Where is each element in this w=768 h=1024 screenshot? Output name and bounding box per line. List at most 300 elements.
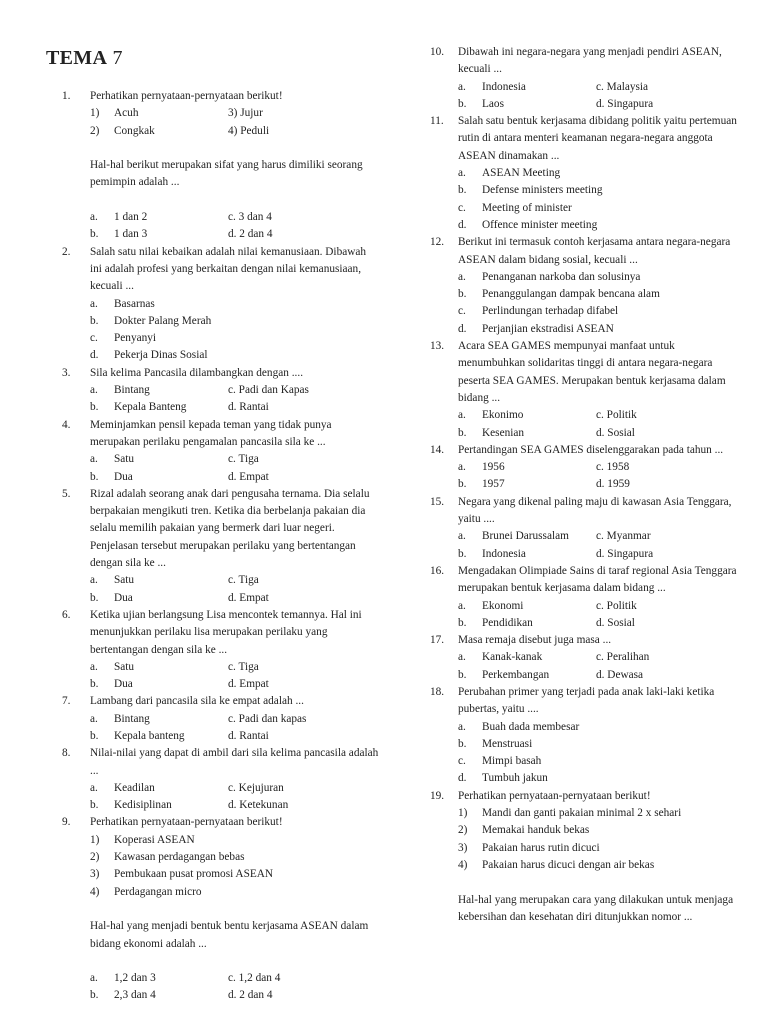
statement-text: Mandi dan ganti pakaian minimal 2 x sehari [482, 807, 682, 820]
answer-option[interactable] [90, 970, 228, 987]
option-text: Kanak-kanak [482, 651, 543, 664]
answer-option[interactable] [458, 649, 596, 666]
question-body [458, 632, 740, 684]
statement-row [90, 884, 380, 901]
option-text: Buah dada membesar [482, 720, 580, 733]
option-text: Perjanjian ekstradisi ASEAN [482, 322, 614, 335]
option-letter: a. [458, 530, 466, 543]
question-body [90, 486, 380, 607]
answer-option-row [458, 546, 740, 563]
statement-marker: 1) [458, 807, 468, 820]
question-item [430, 234, 740, 338]
answer-option-row [90, 469, 380, 486]
answer-option[interactable] [458, 615, 596, 632]
question-number: 15. [430, 495, 445, 508]
option-letter: a. [90, 297, 98, 310]
option-letter: b. [458, 668, 467, 681]
answer-option[interactable]: d. Sosial [596, 616, 635, 629]
option-text: Satu [114, 453, 135, 466]
statement-text: Perdagangan micro [114, 885, 202, 898]
option-letter: a. [458, 270, 466, 283]
answer-option[interactable]: c. Politik [596, 409, 637, 422]
question-item [62, 88, 380, 244]
answer-option[interactable] [90, 572, 228, 589]
option-letter: b. [458, 547, 467, 560]
option-letter: b. [458, 184, 467, 197]
statement-row [90, 866, 380, 883]
option-letter: a. [90, 384, 98, 397]
question-stem: Meminjamkan pensil kepada teman yang tidak punya merupakan perilaku pengamalan pancasila sila ke ... [90, 418, 332, 448]
option-text: Bintang [114, 712, 150, 725]
question-item [62, 693, 380, 745]
answer-option[interactable] [90, 451, 228, 468]
option-text: Basarnas [114, 297, 155, 310]
statement-marker: 3) [458, 841, 468, 854]
answer-option-row [90, 711, 380, 728]
question-body [90, 417, 380, 486]
answer-option[interactable] [458, 217, 740, 234]
answer-option[interactable] [458, 476, 596, 493]
option-letter: b. [458, 478, 467, 491]
spacer [90, 192, 380, 209]
question-stem: Negara yang dikenal paling maju di kawasan Asia Tenggara, yaitu .... [458, 495, 732, 526]
answer-option[interactable] [90, 399, 228, 416]
statement-text: Pembukaan pusat promosi ASEAN [114, 868, 274, 881]
question-body [90, 607, 380, 693]
answer-option[interactable]: c. Padi dan kapas [228, 712, 307, 725]
question-item [430, 632, 740, 684]
answer-option[interactable]: d. Empat [228, 470, 269, 483]
statement-text: Pakaian harus dicuci dengan air bekas [482, 858, 655, 871]
option-letter: a. [458, 720, 466, 733]
question-body [458, 563, 740, 632]
question-number: 11. [430, 115, 444, 128]
option-letter: b. [90, 228, 99, 241]
statement-text: Congkak [114, 124, 155, 137]
option-letter: b. [90, 470, 99, 483]
option-letter: d. [458, 772, 467, 785]
question-number: 4. [62, 418, 71, 431]
answer-option[interactable]: d. Rantai [228, 401, 269, 414]
answer-option[interactable] [458, 165, 740, 182]
answer-option[interactable] [458, 459, 596, 476]
option-text: Mimpi basah [482, 755, 542, 768]
answer-option[interactable]: d. Rantai [228, 729, 269, 742]
option-letter: a. [458, 599, 466, 612]
question-prompt: Hal-hal yang merupakan cara yang dilakukan untuk menjaga kebersihan dan kesehatan diri ditunjukkan nomor ... [458, 893, 734, 923]
answer-option[interactable] [90, 382, 228, 399]
question-stem: Salah satu nilai kebaikan adalah nilai kemanusiaan. Dibawah ini adalah profesi yang berkaitan dengan nilai kemanusiaan, kecuali ... [90, 245, 367, 293]
option-text: Perlindungan terhadap difabel [482, 305, 619, 318]
question-body [458, 44, 740, 113]
option-letter: a. [90, 660, 98, 673]
option-text: 1 dan 3 [114, 228, 148, 241]
option-text: 1957 [482, 478, 505, 491]
question-item [62, 417, 380, 486]
option-text: Meeting of minister [482, 201, 572, 214]
option-text: Ekonomi [482, 599, 524, 612]
answer-option[interactable] [90, 797, 228, 814]
left-column [62, 88, 380, 1005]
option-letter: c. [458, 201, 466, 214]
option-text: 1,2 dan 3 [114, 972, 156, 985]
question-number: 7. [62, 695, 71, 708]
answer-option[interactable] [458, 667, 596, 684]
statement-right: 4) Peduli [228, 124, 270, 137]
option-text: Dua [114, 678, 133, 691]
question-number: 18. [430, 685, 445, 698]
question-number: 17. [430, 634, 445, 647]
option-letter: a. [458, 461, 466, 474]
statement-row [458, 805, 740, 822]
option-letter: a. [90, 211, 98, 224]
option-letter: b. [458, 616, 467, 629]
option-letter: a. [458, 651, 466, 664]
question-number: 16. [430, 564, 445, 577]
option-letter: b. [458, 97, 467, 110]
spacer [458, 874, 740, 891]
question-item [430, 788, 740, 926]
answer-option[interactable]: d. Ketekunan [228, 799, 289, 812]
question-stem: Acara SEA GAMES mempunyai manfaat untuk menumbuhkan solidaritas tinggi di antara negara-negara peserta SEA GAMES. Merupakan bentuk kerjasama dalam bidang ... [458, 340, 726, 404]
answer-option[interactable]: c. Tiga [228, 453, 259, 466]
answer-option[interactable]: d. Sosial [596, 426, 635, 439]
spacer [90, 901, 380, 918]
answer-option[interactable] [458, 546, 596, 563]
answer-option[interactable] [458, 753, 740, 770]
option-letter: b. [90, 591, 99, 604]
answer-option[interactable] [458, 200, 740, 217]
option-text: Bintang [114, 384, 150, 397]
answer-option[interactable] [458, 528, 596, 545]
question-stem: Lambang dari pancasila sila ke empat adalah ... [90, 695, 304, 708]
statement-marker: 2) [458, 824, 468, 837]
option-text: Pekerja Dinas Sosial [114, 349, 208, 362]
answer-option[interactable] [90, 226, 228, 243]
question-stem: Perubahan primer yang terjadi pada anak laki-laki ketika pubertas, yaitu .... [458, 685, 715, 716]
option-text: 1 dan 2 [114, 211, 148, 224]
answer-option[interactable] [458, 269, 740, 286]
question-number: 9. [62, 816, 71, 829]
question-number: 1. [62, 90, 71, 102]
option-text: 2,3 dan 4 [114, 989, 156, 1002]
question-item [430, 563, 740, 632]
answer-option-row [90, 797, 380, 814]
answer-option-row [90, 728, 380, 745]
answer-option-row [90, 987, 380, 1004]
statement-text: Acuh [114, 107, 139, 120]
title-number: 7 [112, 47, 123, 69]
option-letter: b. [458, 426, 467, 439]
statement-marker: 3) [90, 868, 100, 881]
question-stem: Sila kelima Pancasila dilambangkan dengan .... [90, 366, 304, 379]
question-stem: Ketika ujian berlangsung Lisa mencontek temannya. Hal ini menunjukkan perilaku lisa merupakan perilaku yang bertentangan dengan sila ke ... [90, 608, 362, 656]
answer-option[interactable] [458, 736, 740, 753]
answer-option[interactable] [458, 425, 596, 442]
answer-option-row [90, 209, 380, 226]
question-number: 8. [62, 747, 71, 760]
statement-marker: 4) [458, 858, 468, 871]
option-text: Dua [114, 591, 133, 604]
answer-option[interactable] [90, 209, 228, 226]
question-stem: Salah satu bentuk kerjasama dibidang politik yaitu pertemuan rutin di antara menteri keamanan negara-negara anggota ASEAN dinamakan ... [458, 115, 737, 162]
question-item [62, 814, 380, 1004]
answer-option[interactable]: d. 2 dan 4 [228, 228, 273, 241]
option-text: Satu [114, 660, 135, 673]
statement-row [458, 822, 740, 839]
answer-option[interactable] [458, 407, 596, 424]
answer-option[interactable] [90, 347, 380, 364]
option-text: Brunei Darussalam [482, 530, 569, 543]
answer-option-row [458, 667, 740, 684]
option-letter: b. [90, 401, 99, 414]
option-letter: b. [90, 314, 99, 327]
option-text: Satu [114, 574, 135, 587]
question-item [62, 607, 380, 693]
question-item [430, 684, 740, 788]
answer-option[interactable] [458, 182, 740, 199]
title-word: TEMA [46, 47, 108, 69]
answer-option[interactable]: c. 1,2 dan 4 [228, 972, 281, 985]
option-letter: a. [458, 80, 466, 93]
question-item [62, 486, 380, 607]
statement-marker: 4) [90, 885, 100, 898]
answer-option-row [90, 572, 380, 589]
question-body [90, 745, 380, 814]
statement-text: Kawasan perdagangan bebas [114, 851, 245, 864]
question-stem: Berikut ini termasuk contoh kerjasama antara negara-negara ASEAN dalam bidang sosial, kecuali ... [458, 236, 731, 266]
option-text: Dokter Palang Merah [114, 314, 212, 327]
question-prompt: Hal-hal berikut merupakan sifat yang harus dimiliki seorang pemimpin adalah ... [90, 159, 363, 189]
question-item [430, 494, 740, 563]
question-stem: Dibawah ini negara-negara yang menjadi pendiri ASEAN, kecuali ... [458, 46, 722, 76]
answer-option-row [458, 425, 740, 442]
question-body [458, 494, 740, 563]
statement-marker: 2) [90, 124, 100, 137]
question-item [430, 44, 740, 113]
option-text: Laos [482, 97, 504, 110]
statement-row [458, 857, 740, 874]
option-text: Menstruasi [482, 737, 533, 750]
answer-option-row [458, 459, 740, 476]
answer-option[interactable] [90, 590, 228, 607]
question-number: 14. [430, 443, 445, 456]
answer-option[interactable] [458, 79, 596, 96]
statement-marker: 1) [90, 107, 100, 120]
question-body [458, 442, 740, 494]
question-item [62, 244, 380, 365]
option-text: Penyanyi [114, 332, 157, 345]
answer-option-row [90, 780, 380, 797]
option-letter: b. [458, 737, 467, 750]
option-letter: a. [90, 972, 98, 985]
answer-option[interactable] [90, 711, 228, 728]
option-letter: a. [458, 167, 466, 180]
answer-option[interactable]: c. Padi dan Kapas [228, 384, 309, 397]
answer-option[interactable] [90, 659, 228, 676]
statement-row [458, 840, 740, 857]
answer-option[interactable] [90, 296, 380, 313]
question-stem: Perhatikan pernyataan-pernyataan berikut! [458, 789, 651, 802]
answer-option-row [458, 407, 740, 424]
question-body [90, 365, 380, 417]
answer-option-row [458, 615, 740, 632]
spacer [90, 140, 380, 157]
option-text: Penanganan narkoba dan solusinya [482, 270, 641, 283]
right-column [430, 44, 740, 926]
option-text: Indonesia [482, 547, 526, 560]
answer-option[interactable]: d. Empat [228, 678, 269, 691]
answer-option-row [90, 970, 380, 987]
answer-option[interactable]: c. Tiga [228, 660, 259, 673]
question-body [90, 244, 380, 365]
statement-text: Koperasi ASEAN [114, 833, 195, 846]
answer-option[interactable]: c. Kejujuran [228, 781, 284, 794]
answer-option-row [90, 451, 380, 468]
question-body [458, 338, 740, 442]
question-number: 19. [430, 789, 445, 802]
option-text: Dua [114, 470, 133, 483]
answer-option[interactable] [90, 469, 228, 486]
question-stem: Masa remaja disebut juga masa ... [458, 634, 612, 647]
answer-option[interactable]: c. Politik [596, 599, 637, 612]
answer-option[interactable] [90, 780, 228, 797]
option-text: Perkembangan [482, 668, 550, 681]
question-stem: Mengadakan Olimpiade Sains di taraf regional Asia Tenggara merupakan bentuk kerjasama dalam bidang ... [458, 564, 737, 595]
option-text: Kedisiplinan [114, 799, 172, 812]
option-text: Offence minister meeting [482, 218, 598, 231]
statement-marker: 2) [90, 851, 100, 864]
option-text: Keadilan [114, 781, 155, 794]
question-body [458, 788, 740, 926]
answer-option[interactable]: d. 2 dan 4 [228, 989, 273, 1002]
answer-option[interactable]: c. Tiga [228, 574, 259, 587]
answer-option-row [458, 598, 740, 615]
question-body [90, 814, 380, 1004]
option-letter: a. [90, 453, 98, 466]
answer-option-row [458, 649, 740, 666]
question-stem: Nilai-nilai yang dapat di ambil dari sila kelima pancasila adalah ... [90, 747, 379, 777]
question-item [62, 745, 380, 814]
option-text: Penanggulangan dampak bencana alam [482, 288, 660, 301]
statement-row [90, 105, 380, 122]
statement-row [90, 849, 380, 866]
answer-option[interactable]: d. Dewasa [596, 668, 644, 681]
answer-option[interactable] [458, 303, 740, 320]
answer-option-row [90, 399, 380, 416]
answer-option[interactable]: d. Singapura [596, 97, 654, 110]
option-letter: b. [90, 729, 99, 742]
option-letter: a. [90, 574, 98, 587]
option-text: Ekonimo [482, 409, 524, 422]
statement-row [90, 832, 380, 849]
option-text: ASEAN Meeting [482, 167, 561, 180]
answer-option[interactable]: c. 1958 [596, 461, 630, 474]
option-text: Kepala Banteng [114, 401, 187, 414]
answer-option[interactable]: d. Empat [228, 591, 269, 604]
answer-option[interactable] [90, 313, 380, 330]
answer-option[interactable] [90, 676, 228, 693]
option-text: Kepala banteng [114, 729, 185, 742]
answer-option-row [458, 96, 740, 113]
option-letter: b. [458, 288, 467, 301]
question-item [62, 365, 380, 417]
option-letter: d. [458, 322, 467, 335]
option-letter: c. [458, 755, 466, 768]
option-text: Kesenian [482, 426, 525, 439]
answer-option[interactable] [90, 728, 228, 745]
option-letter: a. [90, 712, 98, 725]
question-prompt: Hal-hal yang menjadi bentuk bentu kerjasama ASEAN dalam bidang ekonomi adalah ... [90, 920, 369, 950]
statement-row [90, 123, 380, 140]
question-body [458, 684, 740, 788]
answer-option[interactable] [458, 321, 740, 338]
answer-option[interactable] [458, 719, 740, 736]
option-letter: a. [90, 781, 98, 794]
answer-option[interactable]: c. Malaysia [596, 80, 649, 93]
question-number: 5. [62, 487, 71, 500]
question-number: 3. [62, 366, 71, 379]
answer-option-row [458, 528, 740, 545]
statement-left [90, 105, 228, 122]
option-letter: c. [458, 305, 466, 318]
answer-option[interactable]: c. Peralihan [596, 651, 650, 664]
option-letter: b. [90, 799, 99, 812]
option-text: 1956 [482, 461, 505, 474]
answer-option-row [90, 382, 380, 399]
question-item [430, 442, 740, 494]
question-number: 13. [430, 340, 445, 353]
statement-right: 3) Jujur [228, 107, 263, 120]
option-text: Tumbuh jakun [482, 772, 548, 785]
answer-option[interactable] [90, 987, 228, 1004]
option-letter: b. [90, 989, 99, 1002]
question-item [430, 113, 740, 234]
option-text: Defense ministers meeting [482, 184, 603, 197]
option-letter: d. [458, 218, 467, 231]
option-letter: a. [458, 409, 466, 422]
spacer [90, 953, 380, 970]
answer-option[interactable] [458, 96, 596, 113]
answer-option[interactable]: d. 1959 [596, 478, 630, 491]
answer-option-row [458, 476, 740, 493]
question-body [90, 88, 380, 244]
question-number: 2. [62, 245, 71, 258]
answer-option[interactable]: d. Singapura [596, 547, 654, 560]
question-number: 10. [430, 46, 445, 58]
question-number: 12. [430, 236, 445, 249]
statement-marker: 1) [90, 833, 100, 846]
option-letter: c. [90, 332, 98, 345]
answer-option[interactable] [458, 770, 740, 787]
answer-option[interactable]: c. Myanmar [596, 530, 651, 543]
option-text: Pendidikan [482, 616, 533, 629]
answer-option[interactable] [90, 330, 380, 347]
statement-text: Pakaian harus rutin dicuci [482, 841, 600, 854]
answer-option[interactable] [458, 598, 596, 615]
answer-option-row [90, 676, 380, 693]
answer-option[interactable]: c. 3 dan 4 [228, 211, 272, 224]
question-stem: Perhatikan pernyataan-pernyataan berikut! [90, 90, 283, 102]
question-body [458, 113, 740, 234]
statement-left [90, 123, 228, 140]
page-title [46, 44, 123, 72]
answer-option-row [90, 590, 380, 607]
answer-option[interactable] [458, 286, 740, 303]
option-letter: b. [90, 678, 99, 691]
question-stem: Rizal adalah seorang anak dari pengusaha ternama. Dia selalu berpakaian mengikuti tren. Ketika dia berbelanja pakaian dia selalu memilih pakaian yang bermerk dari luar negeri. Penjelasan tersebut merupakan perilaku yang bertentangan dengan sila ke ... [90, 487, 370, 570]
question-number: 6. [62, 608, 71, 621]
